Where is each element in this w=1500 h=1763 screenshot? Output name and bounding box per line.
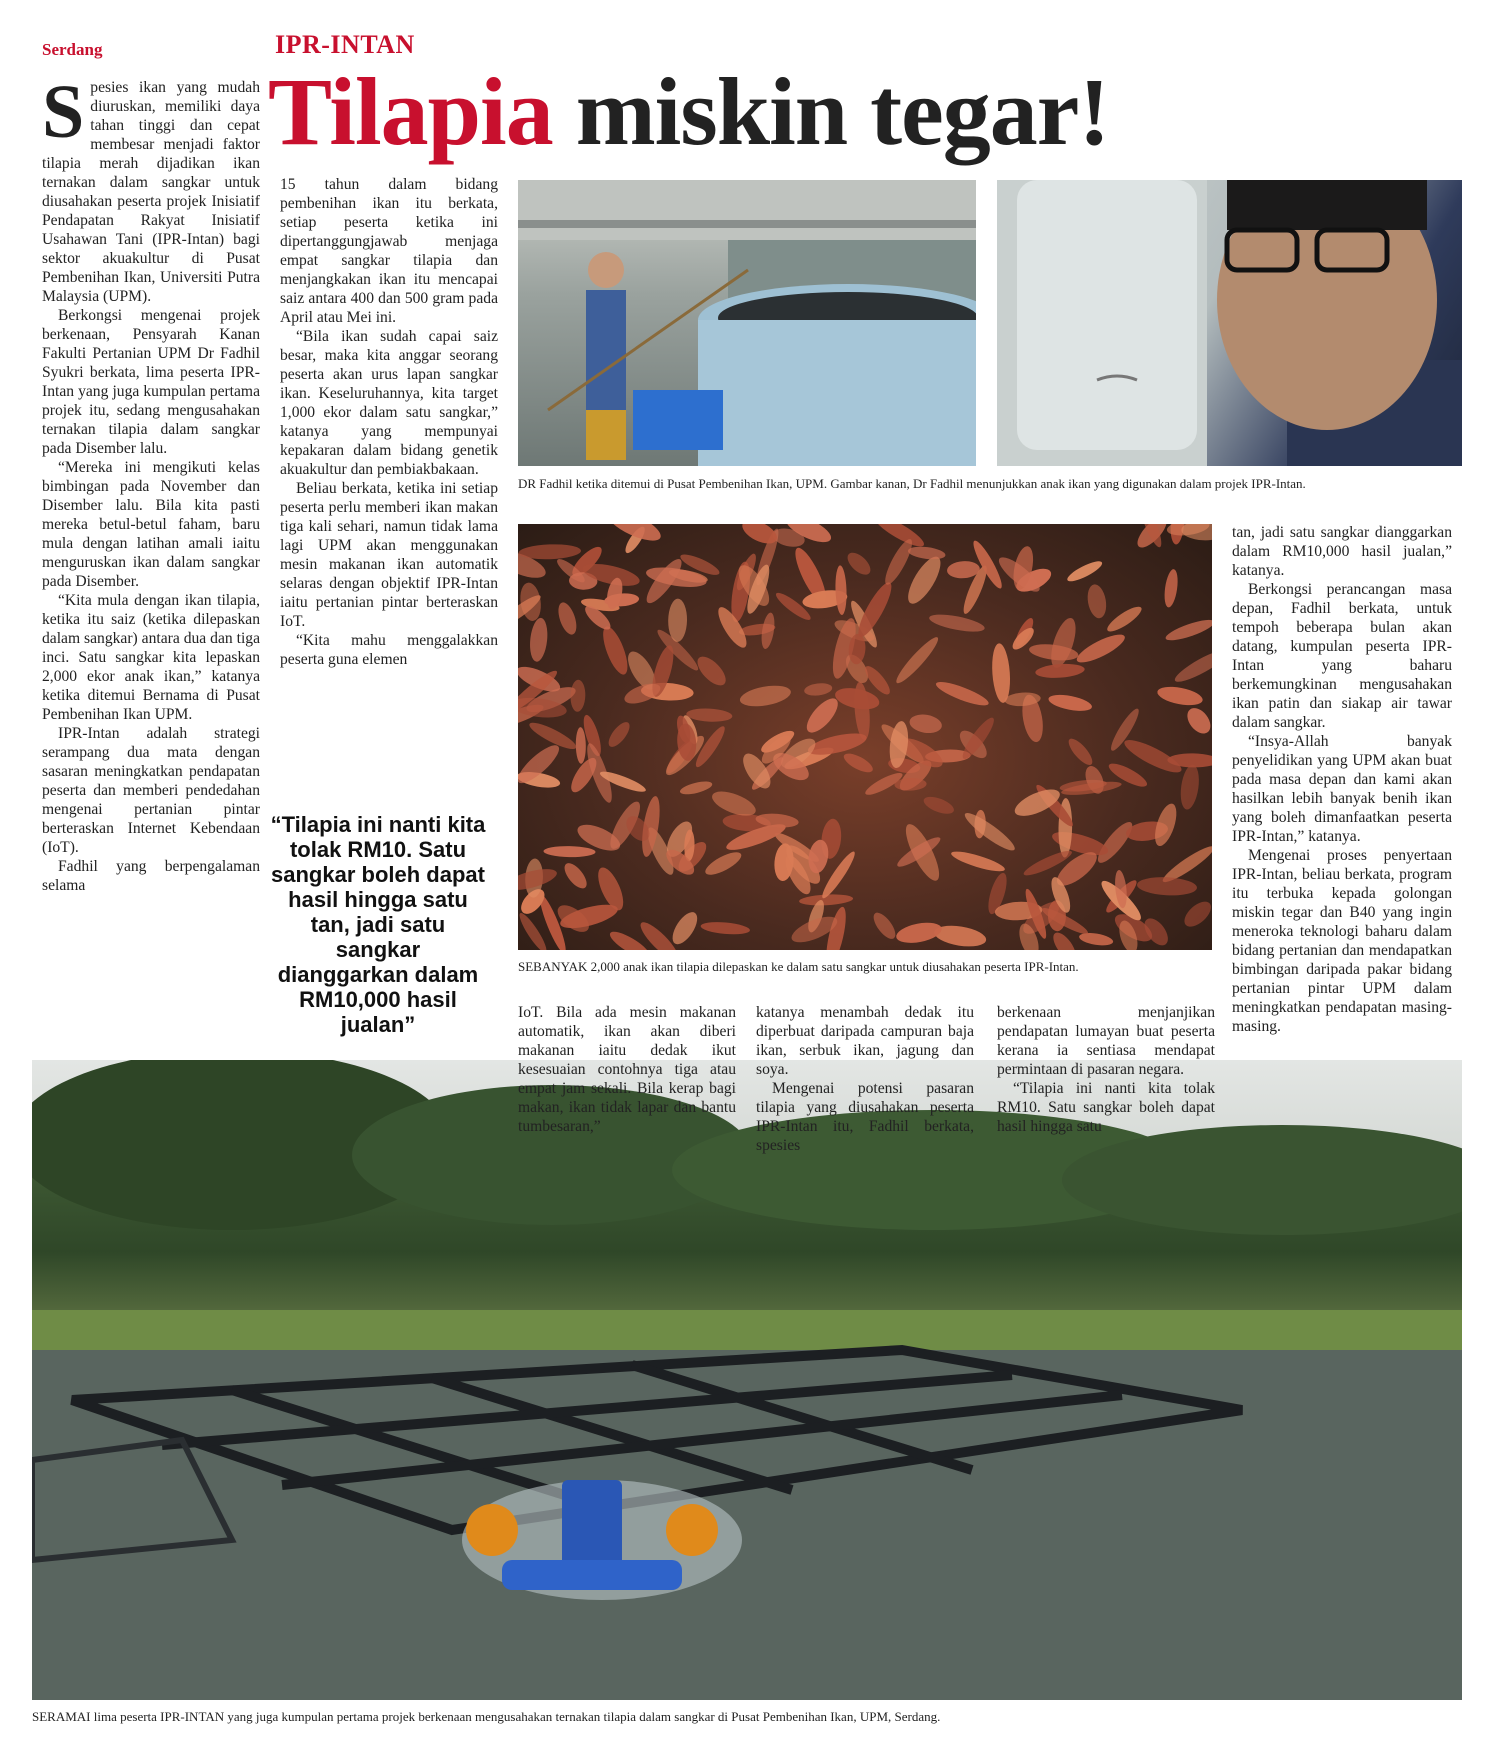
paragraph: Beliau berkata, ketika ini setiap peserta perlu memberi ikan makan tiga kali sehari, namun tidak lama lagi UPM akan menggunakan mesin makanan ikan automatik selaras dengan objektif IPR-Intan iaitu pertanian pintar berteraskan IoT. [280,480,498,630]
paragraph: “Tilapia ini nanti kita tolak RM10. Satu sangkar boleh dapat hasil hingga satu [997,1080,1215,1135]
cage-pond-art [32,1060,1462,1700]
fish-shape [908,712,943,735]
headline-red: Tilapia [268,58,553,165]
fish-shape [1047,692,1093,714]
hatchery-photo-art [518,180,976,466]
fish-shape [835,565,848,615]
fish-shape [1183,704,1212,738]
fish-shape [1065,735,1096,768]
paragraph: berkenaan menjanjikan pendapatan lumayan buat peserta kerana ia sentiasa mendapat permintaan di pasaran negara. [997,1004,1215,1078]
fish-shape [518,543,581,560]
fish-shape [605,719,633,750]
article-column-3 [518,1003,736,1136]
fish-shape [598,624,632,678]
article-column-5 [997,1003,1215,1136]
fish-shape [892,634,942,687]
fish-shape [1065,558,1104,585]
fish-shape [1172,645,1212,687]
photo-cage-pond [32,1060,1462,1700]
paragraph: Mengenai potensi pasaran tilapia yang diusahakan peserta IPR-Intan itu, Fadhil berkata, spesies [756,1080,974,1154]
fish-shape [1049,929,1080,950]
fish-shape [934,678,991,710]
fish-shape [1085,583,1108,620]
article-column-6 [1232,523,1452,1036]
fish-shape [907,545,946,561]
paragraph: “Bila ikan sudah capai saiz besar, maka kita anggar seorang peserta akan urus lapan sangkar ikan. Keseluruhannya, kita target 1,000 ekor dalam satu sangkar,” katanya yang mempunyai kepakaran dalam bidang genetik akuakultur dan pembiakbakaan. [280,328,498,478]
paragraph: Fadhil yang berpengalaman selama [42,858,260,894]
headline [268,58,1110,165]
fish-shape [1178,764,1201,811]
fish-shape [1104,603,1144,636]
paragraph: “Mereka ini mengikuti kelas bimbingan pada November dan Disember lalu. Bila kita pasti mereka betul-betul faham, baru mula dengan latihan amali iaitu menguruskan ikan dalam sangkar pada Disember. [42,459,260,590]
fish-shape [1074,630,1129,668]
pull-quote: “Tilapia ini nanti kita tolak RM10. Satu sangkar boleh dapat hasil hingga satu tan, jadi satu sangkar dianggarkan dalam RM10,000 hasil jualan” [270,812,486,1037]
paragraph: IoT. Bila ada mesin makanan automatik, ikan akan diberi makanan iaitu dedak ikut kesesuaian contohnya tiga atau empat jam sekali. Bila kerap bagi makan, ikan tidak lapar dan bantu tumbesaran,” [518,1004,736,1135]
fish-shape [1137,876,1198,897]
photo-fry-jar [997,180,1462,466]
fish-shape [902,552,946,608]
paragraph: Mengenai proses penyertaan IPR-Intan, beliau berkata, program itu terbuka kepada golongan miskin tegar dan B40 yang ingin meneroka teknologi baharu dalam bidang pertanian dan mendapatkan bimbingan daripada pakar bidang pertanian pintar UPM dalam meningkatkan pendapatan masing-masing. [1232,847,1452,1035]
fish-shape [1162,568,1179,608]
fish-shape [738,682,792,709]
paragraph: “Kita mula dengan ikan tilapia, ketika itu saiz (ketika dilepaskan dalam sangkar) antara dua dan tiga inci. Satu sangkar kita lepaskan 2,000 ekor anak ikan,” katanya ketika ditemui Bernama di Pusat Pembenihan Ikan UPM. [42,592,260,723]
fish-shape [961,808,1018,855]
fish-shape [1180,897,1212,931]
tilapia-school-art [518,524,1212,950]
paragraph: 15 tahun dalam bidang pembenihan ikan itu berkata, setiap peserta ketika ini dipertanggungjawab menjaga empat sangkar tilapia dan menjangkakan ikan itu mencapai saiz antara 400 dan 500 gram pada April atau Mei ini. [280,176,498,326]
fish-shape [686,707,733,722]
fish-shape [543,846,595,858]
fish-shape [1046,615,1080,670]
fish-shape [881,536,917,587]
fish-shape [870,909,900,942]
fish-shape [702,848,744,879]
paragraph: pesies ikan yang mudah diuruskan, memiliki daya tahan tinggi dan cepat membesar menjadi faktor tilapia merah dijadikan ikan ternakan dalam sangkar untuk diusahakan peserta projek Inisiatif Pendapatan Rakyat Inisiatif Usahawan Tani (IPR-Intan) bagi sektor akuakultur di Pusat Pembenihan Ikan, Universiti Putra Malaysia (UPM). [42,79,260,305]
paragraph: katanya menambah dedak itu diperbuat daripada campuran baja ikan, serbuk ikan, jagung dan soya. [756,1004,974,1078]
drop-cap: S [42,70,85,154]
fish-shape [668,908,702,948]
section-kicker: IPR-INTAN [275,30,415,59]
fish-shape [679,779,714,797]
fish-shape [570,680,586,712]
fish-shape [921,793,956,817]
fish-shape [844,549,875,579]
fish-shape [841,750,875,776]
article-column-1 [42,70,260,895]
fish-shape [1035,662,1085,679]
caption-top: DR Fadhil ketika ditemui di Pusat Pembenihan Ikan, UPM. Gambar kanan, Dr Fadhil menunjukkan anak ikan yang digunakan dalam projek IPR-Intan. [518,476,1306,491]
fish-shape [561,860,591,893]
fish-shape [803,682,832,697]
paragraph: “Kita mahu menggalakkan peserta guna elemen [280,632,498,668]
photo-tilapia-school [518,524,1212,950]
article-column-4 [756,1003,974,1155]
paragraph: IPR-Intan adalah strategi serampang dua mata dengan sasaran meningkatkan pendapatan peserta dan memberi pendedahan mengenai pertanian pintar berteraskan Internet Kebendaan (IoT). [42,725,260,856]
paragraph: “Insya-Allah banyak penyelidikan yang UPM akan buat pada masa depan dan kami akan hasilkan lebih banyak benih ikan yang boleh dimanfaatkan peserta IPR-Intan,” katanya. [1232,733,1452,845]
fish-shape [700,920,750,936]
fish-shape [990,643,1012,704]
paragraph: Berkongsi perancangan masa depan, Fadhil berkata, untuk tempoh beberapa bulan akan datang, kumpulan peserta IPR-Intan yang baharu berkemungkinan mengusahakan ikan patin dan siakap air tawar dalam sangkar. [1232,581,1452,731]
dateline: Serdang [42,40,103,59]
fish-shape [933,923,988,950]
fish-shape [1164,616,1212,644]
fish-shape [928,611,986,635]
paragraph: Berkongsi mengenai projek berkenaan, Pensyarah Kanan Fakulti Pertanian UPM Dr Fadhil Syukri berkata, lima peserta IPR-Intan yang juga kumpulan pertama projek itu, sedang mengusahakan ternakan tilapia dalam sangkar pada Disember lalu. [42,307,260,457]
fish-shape [950,848,1007,875]
fry-jar-photo-art [997,180,1462,466]
fish-shape [693,652,731,690]
photo-hatchery [518,180,976,466]
fish-shape [802,694,844,738]
fish-shape [575,727,586,764]
paragraph: tan, jadi satu sangkar dianggarkan dalam RM10,000 hasil jualan,” katanya. [1232,524,1452,579]
fish-shape [668,598,688,642]
fish-shape [528,617,549,663]
caption-mid: SEBANYAK 2,000 anak ikan tilapia dilepaskan ke dalam satu sangkar untuk diusahakan peserta IPR-Intan. [518,959,1079,974]
fish-shape [1181,524,1212,541]
headline-black: miskin tegar! [552,58,1110,165]
article-column-2 [280,175,498,669]
fish-shape [1156,684,1204,709]
fish-shape [895,919,944,946]
fish-shape [555,600,580,637]
caption-bottom: SERAMAI lima peserta IPR-INTAN yang juga kumpulan pertama projek berkenaan mengusahakan ternakan tilapia dalam sangkar di Pusat Pembenihan Ikan, UPM, Serdang. [32,1709,941,1724]
